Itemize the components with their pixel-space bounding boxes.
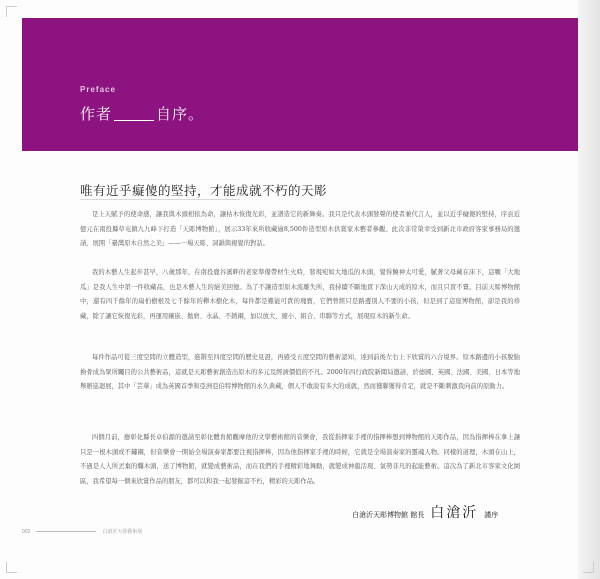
signature-name: 白滄沂 — [430, 505, 479, 521]
body-paragraph-1: 是上天賦予的使命感，讓我與木頭相依為命，讓枯木恢復光彩，並譜造它的新舞奏。我只是代表木頭發聲的使者兼代言人，並以近乎癡傻的堅持，序貢近億元在南投縣草屯鎮九九峰下打造「天彫博物館」，展示33年來所收藏逾8,500件造型原木供賞家木藝者參觀。此次非常榮幸受到新北市政府客家事務局的邀請，展開「臺灣原木自然之美」——一場天彫、詞韻與視覺的對話。 — [80, 211, 520, 247]
page-edge — [578, 0, 600, 579]
signature — [352, 502, 498, 522]
footer — [22, 528, 142, 535]
headline-rule — [80, 199, 240, 200]
page-number: 002 — [22, 528, 31, 535]
page-title — [80, 103, 204, 124]
headline: 唯有近乎癡傻的堅持，才能成就不朽的天彫 — [80, 183, 328, 198]
crop-mark-top-left — [6, 6, 17, 17]
crop-mark-bottom-right — [583, 562, 594, 573]
body-paragraph-4: 四個月前，應彰化縣長卓伯源的邀請至彰化體育館觀摩他的文學藝術館的音樂會，我從指揮家手裡的指揮棒想到博物館的天彫作品，因為指揮棒在拿上讓只是一根木頭或不鏽鋼，但音樂會一開始全場演奏家都要注視指揮棒，因為他指揮家手裡的時候，它就是全場演奏家的靈魂人物。同樣的道理，木頭在山上，不過是人人所丟棄的爛木頭，送了博物館，就變成藝術品，而在我們的手裡精彩地舞動，就變成神龍活現、氣勢非凡的起能藝術。這次為了新北市客家文化園區，我希望每一個來欣賞作品的朋友，都可以和我一起發掘這不朽，精彩的天彫作品。 — [80, 434, 520, 485]
footer-rule — [36, 531, 96, 532]
signature-org: 白滄沂天彫博物館 館長 — [352, 511, 425, 519]
body-paragraph-3: 每件作品可從三度空間的立體造型，進階至四度空間的歷史見證，再感受五度空間的藝術認知，達到前後左右上下欣賞的六合境界。原本路邊的小孩脫胎換骨成為眾所矚目的公共藝術品，這就是天彫藝術創造出原木的多元及經濟價值的不凡。2000年四行政院新聞局邀請，於德國、英國、法國、美國、日本等地舉辦巡迴展，其中「芸華」成為英國首季和亞洲亞伯特博物館的永久典藏，個人不敢說有多大的成就，然而獲聯獲得肯定，就是不斷刺激我向前的原動力。 — [80, 354, 520, 390]
title-blank-line — [114, 107, 154, 121]
signature-suffix: 謹序 — [484, 511, 499, 519]
title-suffix: 自序。 — [156, 105, 205, 123]
crop-mark-bottom-left — [6, 562, 17, 573]
footer-book-title: 白滄沂天彫藝術展 — [102, 529, 143, 535]
body-paragraph-2: 我的木藝人生起步甚早，八歲那年，在南投鹿谷溪畔的老家準備帶材生火時，發現宛如大地瓜的木頭，覺得饒神太可愛，膩著父母藏在床下，這顆「大地瓜」是我人生中第一件收藏品，也是木藝人生的絕美回憶。為了不讓造型原木流離失所，我持續不斷地買下深山天成的原木，而且只買不賣。目前天彫博物館中，還有四千餘年的扁柏樹根及七千餘年的櫸木樹化木，每件都是難能可貴的瑰寶，它們曾經只是路邊別人不要的小孩，但是到了這座博物館，卻是我的珍藏，除了讓它恢復光彩，再運用鑲嵌、拋磨、水晶、不銹鋼，加以放大、縮小、組合、串聯等方式，展現原木的新生命。 — [80, 269, 520, 320]
preface-label: Preface — [80, 85, 116, 94]
title-prefix: 作者 — [80, 105, 113, 123]
